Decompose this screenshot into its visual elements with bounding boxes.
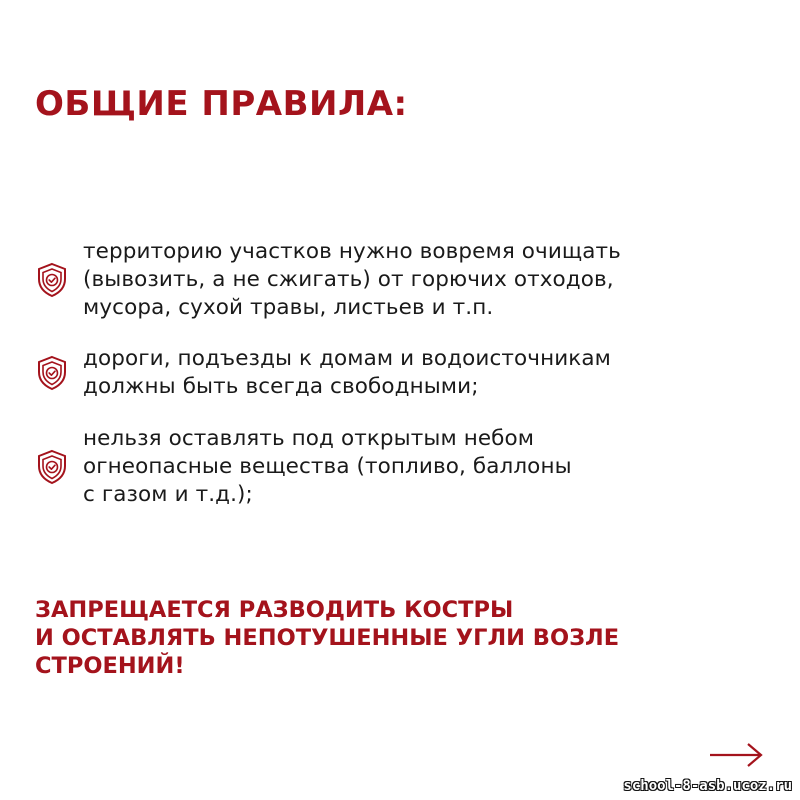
shield-check-icon (36, 355, 68, 391)
rule-text (83, 345, 611, 401)
shield-check-icon (36, 449, 68, 485)
rule-item (36, 345, 776, 401)
watermark: school-8-asb.ucoz.ru (623, 778, 792, 794)
warning-line: ЗАПРЕЩАЕТСЯ РАЗВОДИТЬ КОСТРЫ (35, 597, 514, 623)
rule-text (83, 238, 621, 322)
rule-text-line: дороги, подъезды к домам и водоисточникам (83, 346, 611, 371)
warning-text (35, 596, 619, 680)
rule-text (83, 425, 572, 509)
rule-text-line: территорию участков нужно вовремя очищать (83, 239, 621, 264)
rule-text-line: нельзя оставлять под открытым небом (83, 426, 535, 451)
rule-text-line: (вывозить, а не сжигать) от горючих отходов, (83, 267, 614, 292)
page-title: ОБЩИЕ ПРАВИЛА: (35, 84, 408, 124)
shield-check-icon (36, 262, 68, 298)
rule-text-line: мусора, сухой травы, листьев и т.п. (83, 295, 494, 320)
rule-text-line: должны быть всегда свободными; (83, 374, 479, 399)
warning-line: И ОСТАВЛЯТЬ НЕПОТУШЕННЫЕ УГЛИ ВОЗЛЕ (35, 625, 620, 651)
rule-text-line: с газом и т.д.); (83, 482, 253, 507)
rule-text-line: огнеопасные вещества (топливо, баллоны (83, 454, 572, 479)
rule-item (36, 425, 776, 509)
rule-item (36, 238, 776, 322)
arrow-right-icon[interactable] (708, 741, 764, 769)
warning-line: СТРОЕНИЙ! (35, 653, 185, 679)
